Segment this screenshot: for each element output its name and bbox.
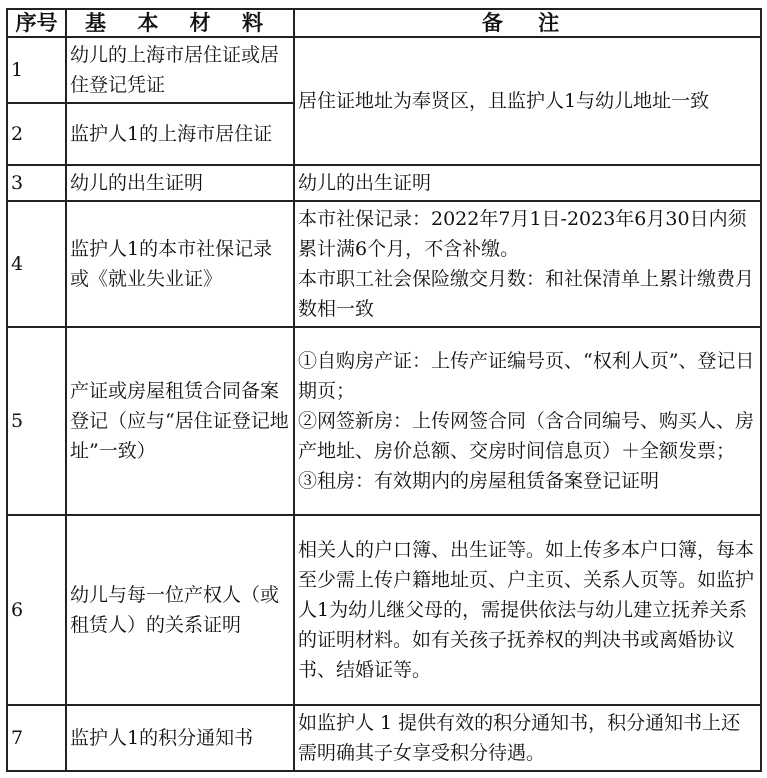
table-row bbox=[7, 705, 761, 771]
row-material: 幼儿的上海市居住证或居住登记凭证 bbox=[66, 37, 294, 103]
row-note bbox=[294, 201, 761, 327]
row-seq: 5 bbox=[7, 327, 66, 515]
note-paragraph: ③租房：有效期内的房屋租赁备案登记证明 bbox=[298, 470, 660, 492]
header-note: 备 注 bbox=[294, 9, 761, 37]
table-row bbox=[7, 327, 761, 515]
table-row bbox=[7, 165, 761, 201]
row-seq: 1 bbox=[7, 37, 66, 103]
note-paragraph: 本市社保记录：2022年7月1日-2023年6月30日内须累计满6个月，不含补缴。 bbox=[298, 208, 747, 260]
row-note-merged: 居住证地址为奉贤区，且监护人1与幼儿地址一致 bbox=[294, 37, 761, 165]
row-seq: 6 bbox=[7, 515, 66, 705]
header-material: 基 本 材 料 bbox=[66, 9, 294, 37]
row-note: 相关人的户口簿、出生证等。如上传多本户口簿，每本至少需上传户籍地址页、户主页、关系人页等。如监护人1为幼儿继父母的，需提供依法与幼儿建立抚养关系的证明材料。如有关孩子抚养权的判决书或离婚协议书、结婚证等。 bbox=[294, 515, 761, 705]
note-paragraph: ②网签新房：上传网签合同（含合同编号、购买人、房产地址、房价总额、交房时间信息页）＋全额发票； bbox=[298, 410, 755, 462]
row-seq: 3 bbox=[7, 165, 66, 201]
row-material: 幼儿与每一位产权人（或租赁人）的关系证明 bbox=[66, 515, 294, 705]
note-paragraph: 本市职工社会保险缴交月数：和社保清单上累计缴费月数相一致 bbox=[298, 268, 755, 320]
note-paragraph: ①自购房产证：上传产证编号页、“权利人页”、登记日期页； bbox=[298, 350, 755, 402]
row-material: 幼儿的出生证明 bbox=[66, 165, 294, 201]
row-material: 监护人1的本市社保记录或《就业失业证》 bbox=[66, 201, 294, 327]
materials-table bbox=[6, 8, 762, 772]
table-row bbox=[7, 201, 761, 327]
row-material: 监护人1的上海市居住证 bbox=[66, 103, 294, 165]
row-seq: 4 bbox=[7, 201, 66, 327]
row-material: 产证或房屋租赁合同备案登记（应与“居住证登记地址”一致） bbox=[66, 327, 294, 515]
row-note: 如监护人 1 提供有效的积分通知书，积分通知书上还需明确其子女享受积分待遇。 bbox=[294, 705, 761, 771]
header-seq: 序号 bbox=[7, 9, 66, 37]
row-note: 幼儿的出生证明 bbox=[294, 165, 761, 201]
header-row bbox=[7, 9, 761, 37]
row-seq: 7 bbox=[7, 705, 66, 771]
row-note bbox=[294, 327, 761, 515]
row-material: 监护人1的积分通知书 bbox=[66, 705, 294, 771]
table-row bbox=[7, 37, 761, 103]
table-row bbox=[7, 515, 761, 705]
row-seq: 2 bbox=[7, 103, 66, 165]
